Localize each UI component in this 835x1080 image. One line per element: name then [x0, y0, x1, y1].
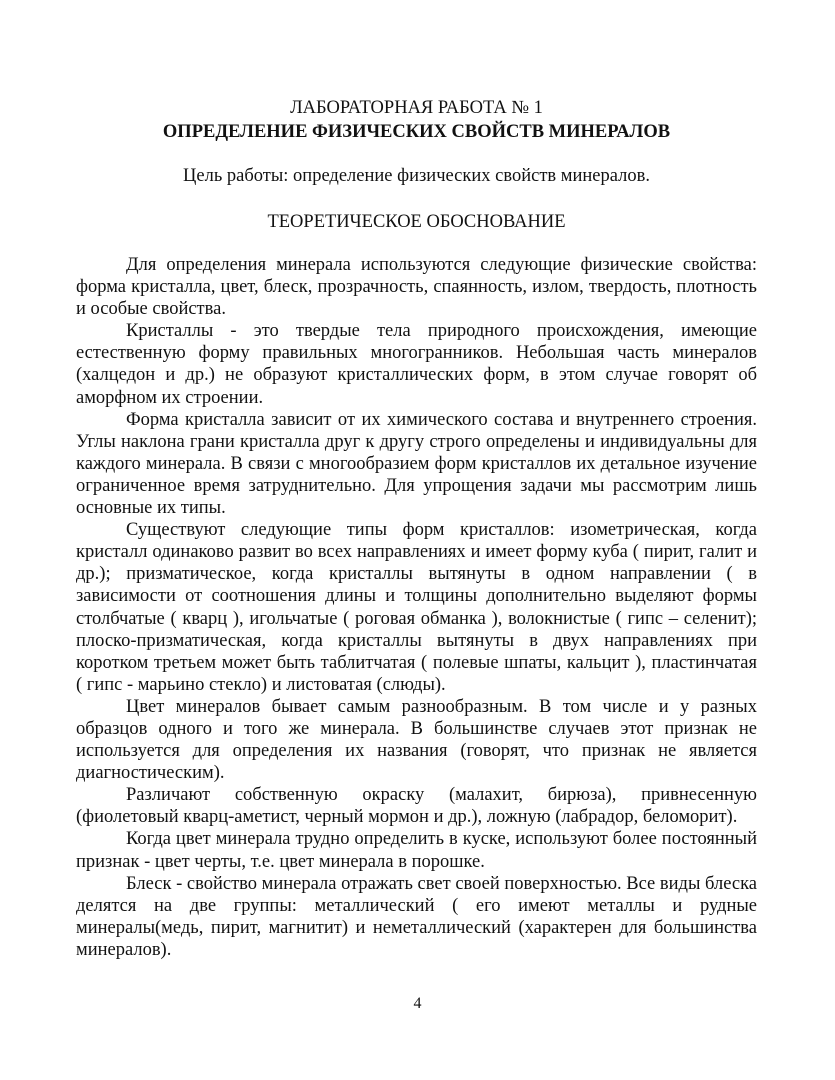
paragraph: Различают собственную окраску (малахит, бирюза), привнесенную (фиолетовый кварц-аметист, черный мормон и др.), ложную (лабрадор, беломорит).	[76, 785, 757, 828]
paragraph: Цвет минералов бывает самым разнообразным. В том числе и у разных образцов одного и того же минерала. В большинстве случаев этот признак не используется для определения их названия (говорят, что признак не является диагностическим).	[76, 696, 757, 784]
paragraph: Блеск - свойство минерала отражать свет своей поверхностью. Все виды блеска делятся на две группы: металлический ( его имеют металлы и рудные минералы(медь, пирит, магнитит) и неметаллический (характерен для большинства минералов).	[76, 873, 757, 960]
paragraph: Кристаллы - это твердые тела природного происхождения, имеющие естественную форму правильных многогранников. Небольшая часть минералов (халцедон и др.) не образуют кристаллических форм, в этом случае говорят об аморфном их строении.	[76, 321, 757, 408]
paragraph: Форма кристалла зависит от их химического состава и внутреннего строения. Углы наклона грани кристалла друг к другу строго определены и индивидуальны для каждого минерала. В связи с многообразием форм кристаллов их детальное изучение ограниченное время затруднительно. Для упрощения задачи мы рассмотрим лишь основные их типы.	[76, 409, 757, 519]
goal-statement: Цель работы: определение физических свойств минералов.	[183, 166, 650, 186]
section-heading: ТЕОРЕТИЧЕСКОЕ ОБОСНОВАНИЕ	[267, 212, 566, 232]
document-page	[76, 96, 757, 961]
paragraph: Для определения минерала используются следующие физические свойства: форма кристалла, цвет, блеск, прозрачность, спаянность, излом, твердость, плотность и особые свойства.	[76, 255, 757, 320]
paragraph: Существуют следующие типы форм кристаллов: изометрическая, когда кристалл одинаково развит во всех направлениях и имеет форму куба ( пирит, галит и др.); призматическое, когда кристаллы вытянуты в одном направлении ( в зависимости от соотношения длины и толщины дополнительно выделяют формы столбчатые ( кварц ), игольчатые ( роговая обманка ), волокнистые ( гипс – селенит); плоско-призматическая, когда кристаллы вытянуты в двух направлениях при коротком третьем может быть таблитчатая ( полевые шпаты, кальцит ), пластинчатая ( гипс - марьино стекло) и листоватая (слюды).	[76, 520, 757, 695]
paragraph: Когда цвет минерала трудно определить в куске, используют более постоянный признак - цвет черты, т.е. цвет минерала в порошке.	[76, 829, 757, 872]
page-number: 4	[413, 995, 422, 1012]
lab-title-heading: ОПРЕДЕЛЕНИЕ ФИЗИЧЕСКИХ СВОЙСТВ МИНЕРАЛОВ	[162, 122, 671, 142]
lab-number-heading: ЛАБОРАТОРНАЯ РАБОТА № 1	[290, 98, 543, 118]
